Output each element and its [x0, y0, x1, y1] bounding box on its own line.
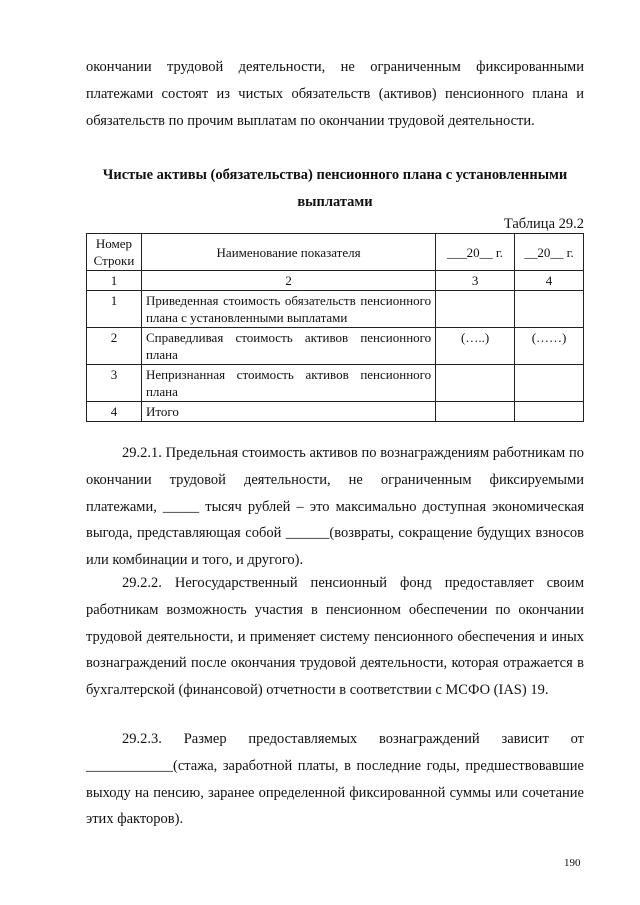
row-value-year-1: [436, 291, 515, 328]
row-indicator-name: Приведенная стоимость обязательств пенсионного плана с установленными выплатами: [141, 291, 435, 328]
header-row-number: Номер Строки: [87, 234, 142, 271]
section-title-line-2: выплатами: [297, 194, 373, 210]
paragraph-29-2-3: 29.2.3. Размер предоставляемых вознаграждений зависит от ____________(стажа, заработной платы, в последние годы, предшествовавшие выходу на пенсию, заранее определенной фиксированной суммы или сочетание этих факторов).: [86, 731, 584, 828]
row-indicator-name: Итого: [141, 402, 435, 422]
column-number-2: 2: [141, 271, 435, 291]
intro-paragraph: окончании трудовой деятельности, не ограниченным фиксированными платежами состоят из чистых обязательств (активов) пенсионного плана и обязательств по прочим выплатам по окончании трудовой деятельности.: [86, 59, 584, 129]
table-total-row: [87, 402, 584, 422]
header-indicator-name: Наименование показателя: [141, 234, 435, 271]
section-title-line-1: Чистые активы (обязательства) пенсионного плана с установленными: [102, 167, 568, 183]
row-number: 4: [87, 402, 142, 422]
header-year-2: __20__ г.: [515, 234, 584, 271]
row-value-year-2: (……): [515, 328, 584, 365]
row-indicator-name: Непризнанная стоимость активов пенсионного плана: [141, 365, 435, 402]
page-number: 190: [564, 857, 581, 869]
row-value-year-1: (…..): [436, 328, 515, 365]
net-assets-table: [86, 233, 584, 422]
row-value-year-2: [515, 291, 584, 328]
column-number-4: 4: [515, 271, 584, 291]
row-value-year-1: [436, 402, 515, 422]
table-row: [87, 365, 584, 402]
row-value-year-2: [515, 365, 584, 402]
row-value-year-1: [436, 365, 515, 402]
table-number: Таблица 29.2: [503, 216, 584, 232]
table-row: [87, 291, 584, 328]
row-number: 3: [87, 365, 142, 402]
row-number: 1: [87, 291, 142, 328]
table-row: [87, 328, 584, 365]
table-header-row: [87, 234, 584, 271]
table-column-numbers-row: [87, 271, 584, 291]
row-value-year-2: [515, 402, 584, 422]
row-number: 2: [87, 328, 142, 365]
paragraph-29-2-1: 29.2.1. Предельная стоимость активов по вознаграждениям работникам по окончании трудовой деятельности, не ограниченным фиксируемыми платежами, _____ тысяч рублей – это максимально доступная экономическая выгода, представляющая собой ______(возвраты, сокращение будущих взносов или комбинации и того, и другого).: [86, 445, 584, 569]
paragraph-29-2-2: 29.2.2. Негосударственный пенсионный фонд предоставляет своим работникам возможность участия в пенсионном обеспечении по окончании трудовой деятельности, и применяет систему пенсионного обеспечения и иных вознаграждений после окончания трудовой деятельности, которая отражается в бухгалтерской (финансовой) отчетности в соответствии с МСФО (IAS) 19.: [86, 575, 584, 699]
column-number-3: 3: [436, 271, 515, 291]
column-number-1: 1: [87, 271, 142, 291]
row-indicator-name: Справедливая стоимость активов пенсионного плана: [141, 328, 435, 365]
header-year-1: ___20__ г.: [436, 234, 515, 271]
